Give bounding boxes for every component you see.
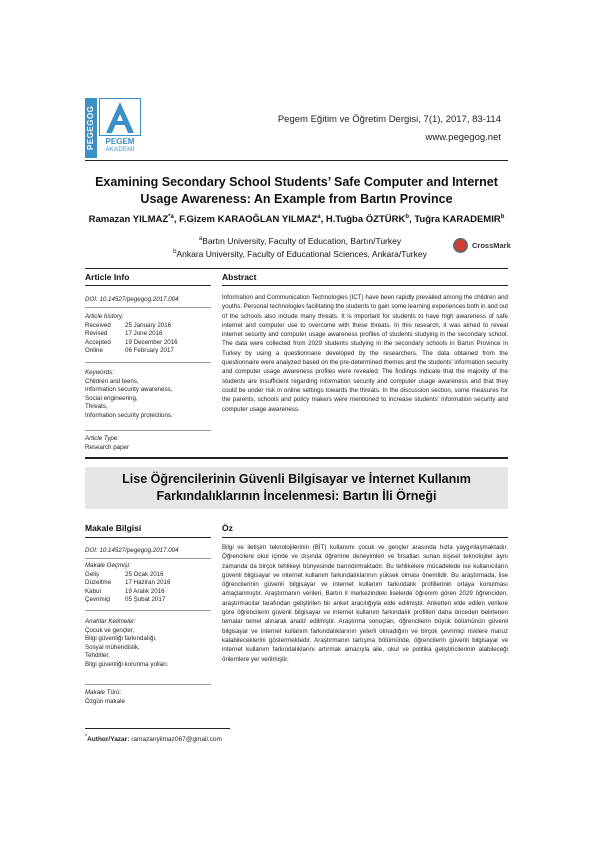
- history-row: [85, 579, 170, 587]
- affiliation-sup: b: [173, 249, 177, 256]
- section-rule-top: [85, 268, 508, 269]
- article-info-rule: [85, 285, 211, 286]
- keyword: Children and teens,: [85, 378, 139, 385]
- author-name: F.Gizem KARAOĞLAN YILMAZ: [179, 214, 318, 226]
- affiliation-a: [120, 236, 480, 246]
- keyword: Tehditler,: [85, 652, 110, 660]
- journal-logo-icon: [99, 98, 141, 136]
- history-row-date: 06 February 2017: [125, 347, 174, 355]
- keyword: Bilgi güvenliği farkındalığı,: [85, 635, 157, 643]
- makale-turu-label: Makale Türü:: [85, 689, 122, 696]
- history-label: Article history:: [85, 313, 124, 320]
- history-list: [85, 322, 178, 356]
- history-row-label: Kabul: [85, 587, 101, 595]
- article-type-label: Article Type:: [85, 435, 119, 442]
- info-divider: [85, 307, 211, 308]
- oz-text: Bilgi ve iletişim teknolojilerinin (BİT) kullanımı çocuk ve gençler arasında hızla yaygınlaşmaktadır. Öğrencilere okul içinde ve dışında öğrenme deneyimleri ve fırsatları sunan kişisel teknolojiler aynı zamanda da birçok tehlikeyi bünyesinde barındırmaktadır. Bu tehlikelere mücadelede ise kullanıcıların güvenli bilgisayar ve internet kullanım farkındalıklarının yüksek olması önemlidir. Bu araştırmada, lise öğrencilerinin güvenli bilgisayar ve internet kullanım farkındalık profillerinin ortaya konulması amaçlanmıştır. Araştırmanın verileri, Bartın il merkezindeki liselerde öğrenim gören 2029 öğrenciden, araştırmacılar tarafından geliştirilen bir anket aracılığıyla elde edilmiştir. Anketten elde edilen verilere göre öğrencilerin güvenli bilgisayar ve internet kullanım farkındalık profilleri daha önceden belirlenen temalar temel alınarak analiz edilmiştir. Araştırma sonuçları, öğrencilerin büyük bölümünün güvenli bilgisayar ve internet kullanım farkındalıklarının yeterli olmadığını ve birçok çevrimiçi risklere maruz kalabileceklerini göstermektedir. Araştırmanın tartışma bölümünde, öğrencilerin güvenli bilgisayar ve internet kullanım farkındalıklarını artırmak amacıyla aile, okul ve politika geliştiricilerinin alabileceği önlemlere yer verilmiştir.: [222, 544, 508, 663]
- journal-citation: Pegem Eğitim ve Öğretim Dergisi, 7(1), 2017, 83-114: [277, 114, 501, 125]
- logo-sub: AKADEMİ: [105, 147, 135, 153]
- history-row-label: Geliş: [85, 571, 100, 578]
- history-row-label: Received: [85, 322, 111, 329]
- turkish-title-line1: Lise Öğrencilerinin Güvenli Bilgisayar ve İnternet Kullanım: [122, 472, 471, 486]
- info-divider: [85, 558, 211, 559]
- info-divider: [85, 430, 211, 431]
- abstract-heading: Abstract: [222, 272, 257, 282]
- abstract-text: Information and Communication Technologies (ICT) have been rapidly prevailed among the children and youths. Personal technologies facilitating the students to gain some learning experiences both in and out of the schools also include many threats. It is important for students to have high awareness of safe internet and computer use to overcome with these threats. In this research, it was aimed to reveal internet security and computer usage awareness profiles of students studying in the secondary school. The data were collected from 2029 students studying in the secondary schools in Bartın Province in Turkey by using a questionnaire developed by the researchers. The data obtained from the questionnaire were analyzed based on the pre-determined themes and the students’ information security and computer usage awareness profiles were revealed. The findings indicate that the majority of the students are insufficient regarding information security and computer usage awareness and that they could be under risk in online settings towards the threats. In the discussion section, some measures for the parents, schools and policy makers were mentioned to increase students’ information security and computer usage awareness.: [222, 294, 508, 413]
- oz-heading: Öz: [222, 523, 233, 533]
- history-row-date: 17 June 2016: [125, 330, 163, 338]
- abstract-rule: [222, 285, 508, 286]
- history-row: [85, 330, 178, 338]
- author-sup: b: [405, 214, 410, 220]
- keyword: Çocuk ve gençler,: [85, 627, 135, 634]
- paper-title-line2: Usage Awareness: An Example from Bartın Province: [140, 192, 453, 206]
- keywords-label: Keywords:: [85, 369, 114, 376]
- author-sup: a: [317, 214, 321, 220]
- author-sup: *a: [168, 214, 174, 220]
- author-name: Tuğra KARADEMIR: [414, 214, 501, 226]
- history-row-label: Online: [85, 347, 103, 355]
- affiliation-sup: a: [198, 236, 203, 243]
- crossmark-icon[interactable]: [453, 238, 468, 253]
- affiliation-text: Bartın University, Faculty of Education, Bartın/Turkey: [202, 236, 402, 246]
- anahtar-kelimeler-list: [85, 627, 169, 669]
- article-info-heading: Article Info: [85, 272, 130, 282]
- makale-rule: [85, 537, 211, 538]
- affiliation-text: Ankara University, Faculty of Educational Sciences, Ankara/Turkey: [176, 249, 427, 259]
- history-row-label: Çevrimiçi: [85, 596, 111, 604]
- history-row-date: 19 Aralık 2016: [125, 587, 165, 595]
- history-row-label: Accepted: [85, 338, 111, 346]
- journal-website[interactable]: www.pegegog.net: [425, 132, 501, 143]
- keyword: Information security protections.: [85, 411, 173, 419]
- footnote-email[interactable]: ramazanyilmaz067@gmail.com: [131, 736, 222, 744]
- footnote: [85, 734, 222, 743]
- article-type: Research paper: [85, 444, 130, 451]
- journal-logo-side: PEGEGOG: [85, 98, 97, 158]
- makale-turu: Özgün makale: [85, 698, 125, 705]
- history-row-label: Düzeltme: [85, 579, 112, 587]
- article-doi[interactable]: DOI: 10.14527/pegegog.2017.004: [85, 296, 179, 303]
- paper-title: [85, 174, 508, 208]
- keyword: Social engineering,: [85, 394, 138, 402]
- keyword: Information security awareness,: [85, 386, 173, 394]
- keyword: Sosyal mühendislik,: [85, 643, 140, 651]
- info-divider: [85, 610, 211, 611]
- turkish-title: [85, 471, 508, 505]
- keyword: Threats,: [85, 403, 108, 411]
- author-name: Ramazan YILMAZ: [88, 214, 169, 226]
- history-row: [85, 347, 178, 355]
- keywords-list: [85, 378, 173, 420]
- affiliation-b: [120, 249, 480, 259]
- anahtar-kelimeler-label: Anahtar Kelimeler:: [85, 618, 136, 625]
- history-row: [85, 322, 178, 330]
- makale-history-label: Makale Geçmişi:: [85, 562, 131, 569]
- footnote-rule: [85, 728, 230, 729]
- footnote-mark: *: [85, 734, 88, 740]
- turkish-title-line2: Farkındalıklarının İncelenmesi: Bartın İli Örneği: [156, 489, 437, 503]
- history-row: [85, 596, 170, 604]
- history-row: [85, 339, 178, 347]
- section-rule-bottom: [85, 457, 508, 459]
- author-name: H.Tuğba ÖZTÜRK: [325, 214, 406, 226]
- makale-bilgisi-heading: Makale Bilgisi: [85, 523, 142, 533]
- makale-doi[interactable]: DOI: 10.14527/pegegog.2017.004: [85, 547, 179, 554]
- logo-brand: PEGEM: [105, 137, 135, 146]
- history-row: [85, 571, 170, 579]
- header-rule: [85, 160, 508, 161]
- author-list: Ramazan YILMAZ$^{*a}$, F.Gizem KARAOĞLAN YILMAZ$^a$, H.Tuğba ÖZTÜRK$^b$, Tuğra KARADEMIR$^b$: [88, 214, 505, 226]
- oz-rule: [222, 537, 508, 538]
- info-divider: [85, 362, 211, 363]
- footnote-label: Author/Yazar:: [87, 736, 130, 744]
- makale-history-list: [85, 571, 170, 605]
- history-row-date: 17 Haziran 2016: [125, 579, 171, 587]
- info-divider: [85, 684, 211, 685]
- author-sup: b: [500, 214, 505, 220]
- history-row: [85, 588, 170, 596]
- history-row-label: Revised: [85, 330, 108, 338]
- history-row-date: 25 Ocak 2016: [125, 571, 164, 578]
- paper-title-line1: Examining Secondary School Students’ Safe Computer and Internet: [95, 175, 498, 189]
- history-row-date: 05 Şubat 2017: [125, 596, 166, 604]
- history-row-date: 25 January 2016: [125, 322, 172, 329]
- crossmark-label[interactable]: CrossMark: [472, 241, 511, 250]
- history-row-date: 19 December 2016: [125, 338, 178, 346]
- keyword: Bilgi güvenliği korunma yolları.: [85, 660, 169, 668]
